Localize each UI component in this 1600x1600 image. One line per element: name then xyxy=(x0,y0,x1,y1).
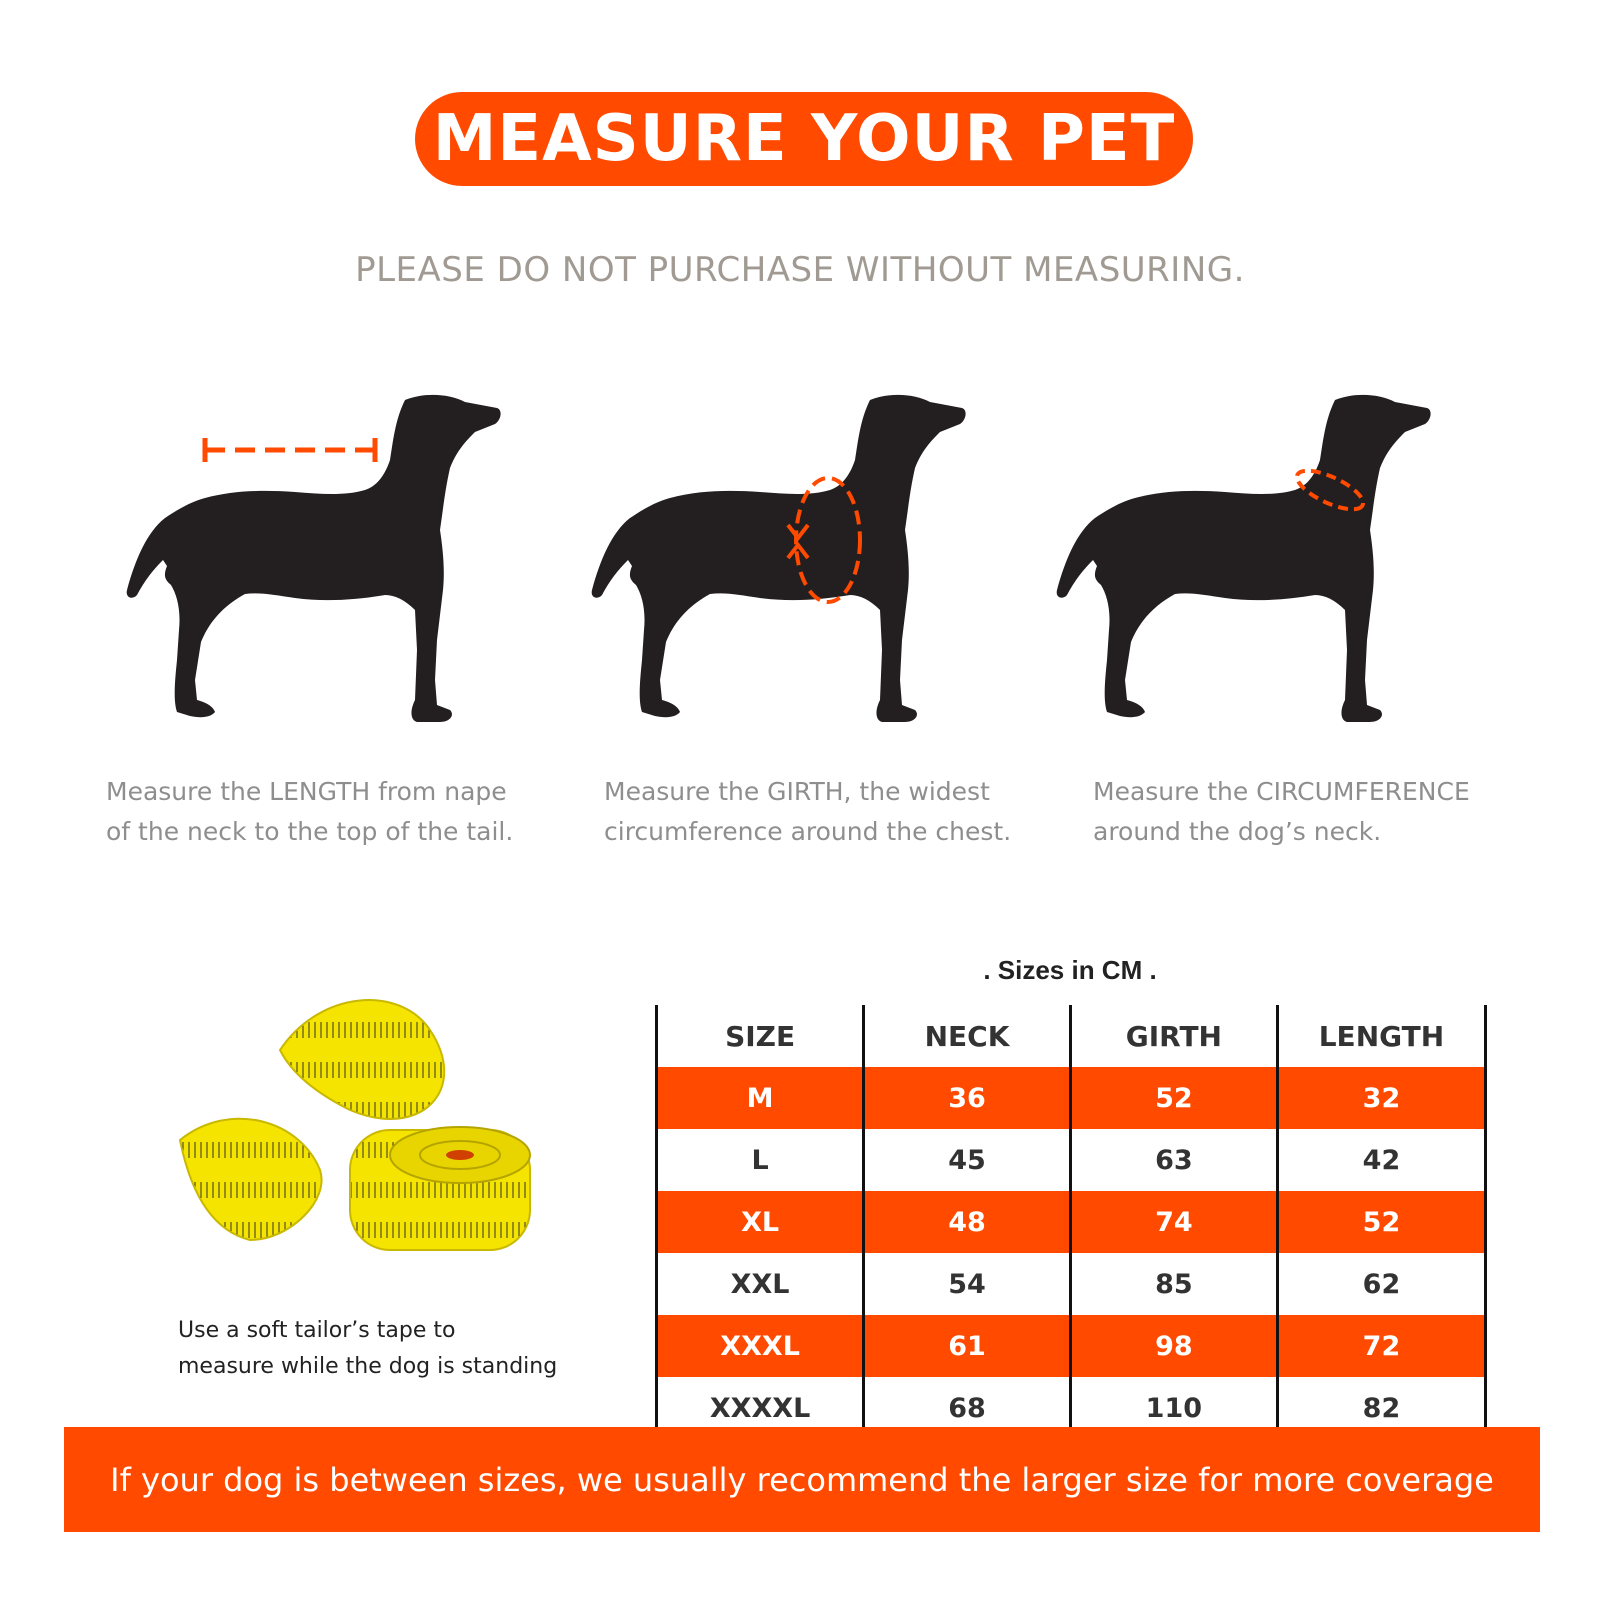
table-row: XL 48 74 52 xyxy=(657,1191,1486,1253)
table-caption: . Sizes in CM . xyxy=(983,955,1157,985)
header-size: SIZE xyxy=(657,1005,864,1067)
length-caption: Measure the LENGTH from nape of the neck to the top of the tail. xyxy=(106,777,514,846)
table-header-row xyxy=(657,1005,1486,1067)
size-chart-table xyxy=(655,1005,1487,1439)
header-neck: NECK xyxy=(864,1005,1071,1067)
table-row: XXL 54 85 62 xyxy=(657,1253,1486,1315)
page-title: MEASURE YOUR PET xyxy=(432,102,1176,176)
tape-caption: Use a soft tailor’s tape to measure while the dog is standing xyxy=(178,1318,558,1379)
dog-neck-icon xyxy=(1035,380,1495,760)
table-row: L 45 63 42 xyxy=(657,1129,1486,1191)
measuring-tape-icon xyxy=(170,990,570,1290)
dog-length-icon xyxy=(105,380,565,760)
page-subtitle: PLEASE DO NOT PURCHASE WITHOUT MEASURING. xyxy=(355,250,1245,290)
table-row: M 36 52 32 xyxy=(657,1067,1486,1129)
dog-girth-panel xyxy=(570,380,1030,760)
neck-caption: Measure the CIRCUMFERENCE around the dog’s neck. xyxy=(1093,777,1470,846)
header-length: LENGTH xyxy=(1277,1005,1485,1067)
table-row: XXXXL 68 110 82 xyxy=(657,1377,1486,1439)
title-banner xyxy=(415,92,1193,186)
footer-note: If your dog is between sizes, we usually recommend the larger size for more coverage xyxy=(110,1460,1494,1499)
table-row: XXXL 61 98 72 xyxy=(657,1315,1486,1377)
dog-girth-icon xyxy=(570,380,1030,760)
dog-length-panel xyxy=(105,380,565,760)
footer-banner xyxy=(64,1427,1540,1532)
header-girth: GIRTH xyxy=(1070,1005,1277,1067)
girth-caption: Measure the GIRTH, the widest circumference around the chest. xyxy=(604,777,1012,846)
measuring-tape-image xyxy=(170,990,570,1290)
dog-neck-panel xyxy=(1035,380,1495,760)
